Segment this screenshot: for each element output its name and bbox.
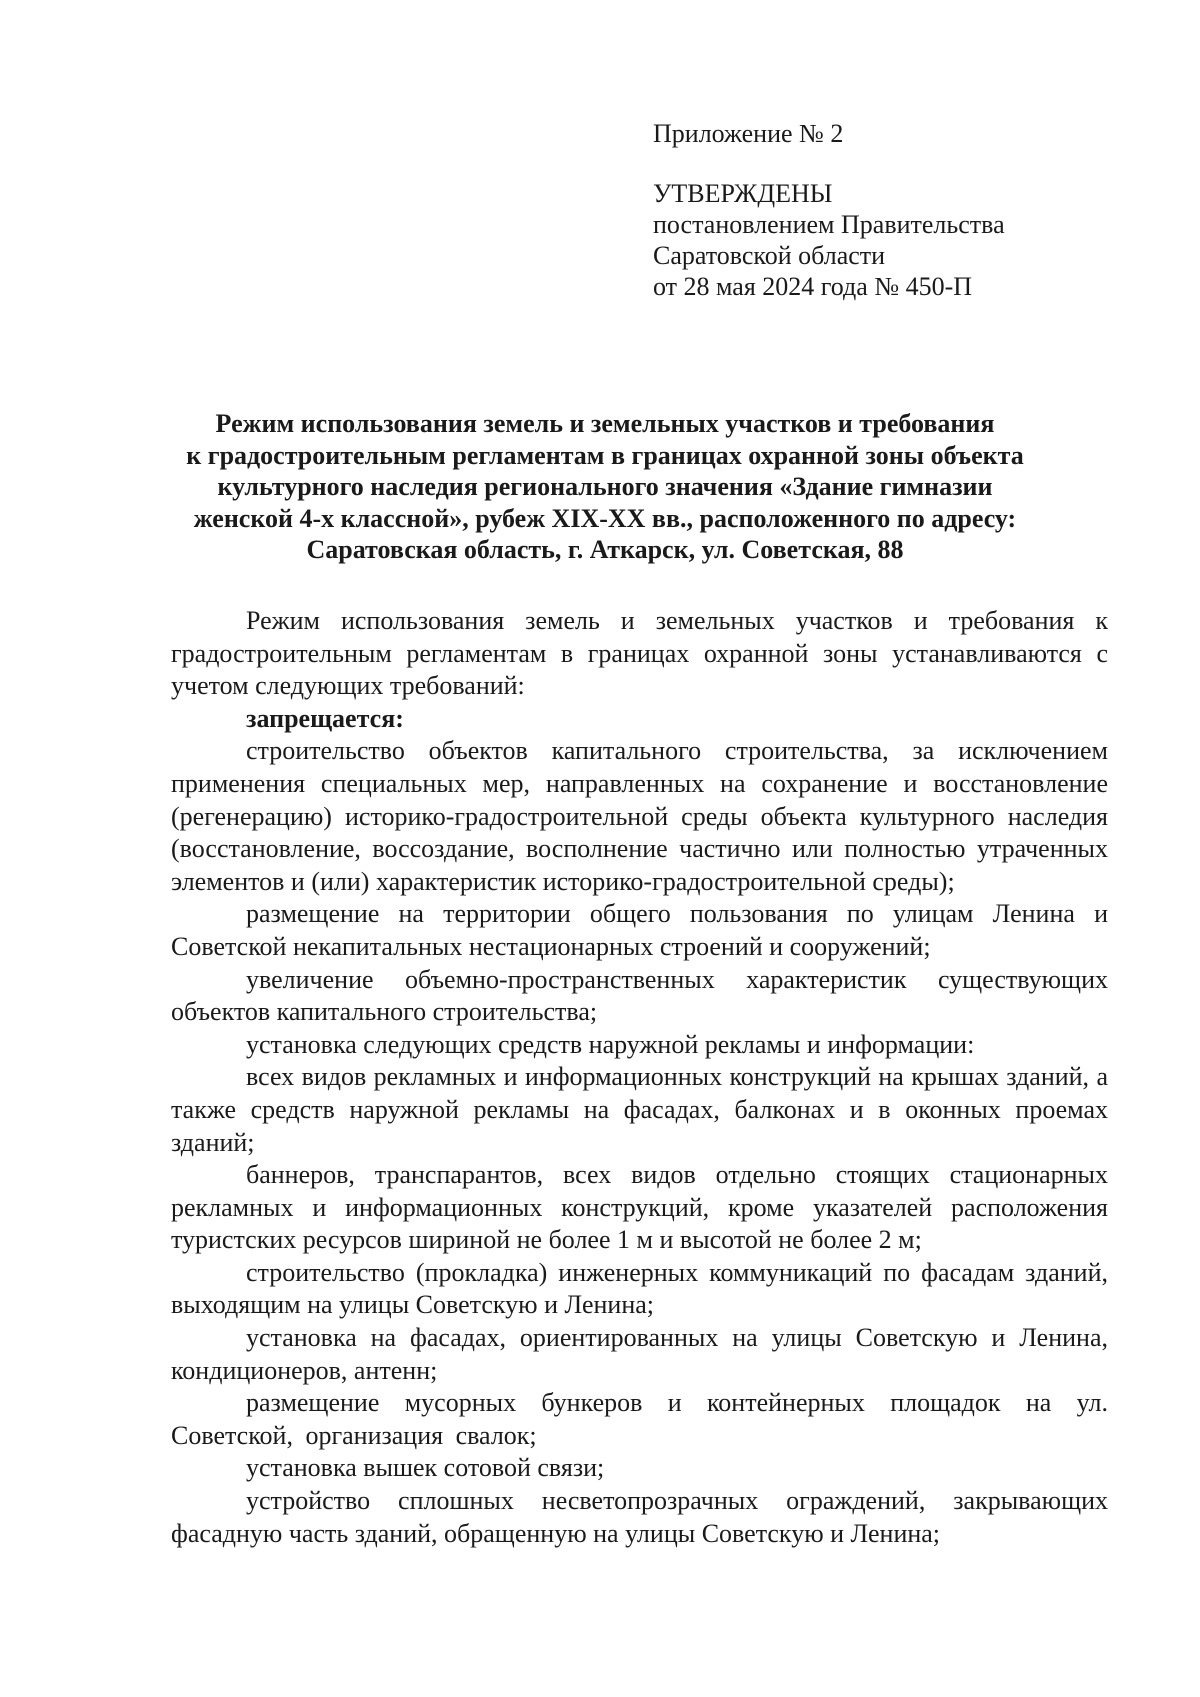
- body-paragraph: увеличение объемно-пространственных характеристик существующих объектов капитального строительства;: [171, 964, 1108, 1027]
- body-paragraph: установка на фасадах, ориентированных на улицы Советскую и Ленина, кондиционеров, антенн;: [171, 1323, 1108, 1385]
- body-paragraph: строительство (прокладка) инженерных коммуникаций по фасадам зданий, выходящим на улицы Советскую и Ленина;: [171, 1257, 1108, 1320]
- body-paragraph: баннеров, транспарантов, всех видов отдельно стоящих стационарных рекламных и информационных конструкций, кроме указателей расположения туристских ресурсов шириной не более 1 м и высотой не более 2 м;: [171, 1160, 1108, 1255]
- title-line: Саратовская область, г. Аткарск, ул. Советская, 88: [306, 535, 904, 564]
- body-paragraph: устройство сплошных несветопрозрачных ограждений, закрывающих фасадную часть зданий, обращенную на улицы Советскую и Ленина;: [171, 1486, 1108, 1548]
- approval-line: постановлением Правительства: [653, 210, 1005, 239]
- body-paragraph: строительство объектов капитального строительства, за исключением применения специальных мер, направленных на сохранение и восстановление (регенерацию) историко-градостроительной среды объекта культурного наследия (восстановление, воссоздание, восполнение частично или полностью утраченных элементов и (или) характеристик историко-градостроительной среды);: [171, 736, 1108, 896]
- prohibited-heading: запрещается:: [246, 703, 404, 733]
- document-title: [150, 408, 1060, 566]
- document-body: [171, 605, 1108, 1550]
- body-paragraph: Режим использования земель и земельных участков и требования к градостроительным регламентам в границах охранной зоны устанавливаются с учетом следующих требований:: [171, 606, 1108, 701]
- approval-block: [653, 118, 1153, 302]
- body-paragraph: размещение на территории общего пользования по улицам Ленина и Советской некапитальных нестационарных строений и сооружений;: [171, 899, 1108, 961]
- approved-heading: УТВЕРЖДЕНЫ: [653, 179, 833, 208]
- body-paragraph: размещение мусорных бункеров и контейнерных площадок на ул. Советской, организация свалок;: [171, 1388, 1108, 1450]
- approval-line: от 28 мая 2024 года № 450-П: [653, 272, 973, 301]
- body-paragraph: установка вышек сотовой связи;: [246, 1453, 605, 1483]
- title-line: женской 4-х классной», рубеж XIX-XX вв., расположенного по адресу:: [193, 503, 1017, 533]
- title-line: к градостроительным регламентам в границах охранной зоны объекта: [186, 440, 1024, 470]
- annex-number: Приложение № 2: [653, 119, 844, 148]
- approval-line: Саратовской области: [653, 241, 886, 270]
- title-line: Режим использования земель и земельных участков и требования: [215, 409, 995, 438]
- body-paragraph: всех видов рекламных и информационных конструкций на крышах зданий, а также средств наружной рекламы на фасадах, балконах и в оконных проемах зданий;: [171, 1062, 1108, 1157]
- body-paragraph: установка следующих средств наружной рекламы и информации:: [246, 1029, 975, 1059]
- title-line: культурного наследия регионального значения «Здание гимназии: [217, 472, 993, 501]
